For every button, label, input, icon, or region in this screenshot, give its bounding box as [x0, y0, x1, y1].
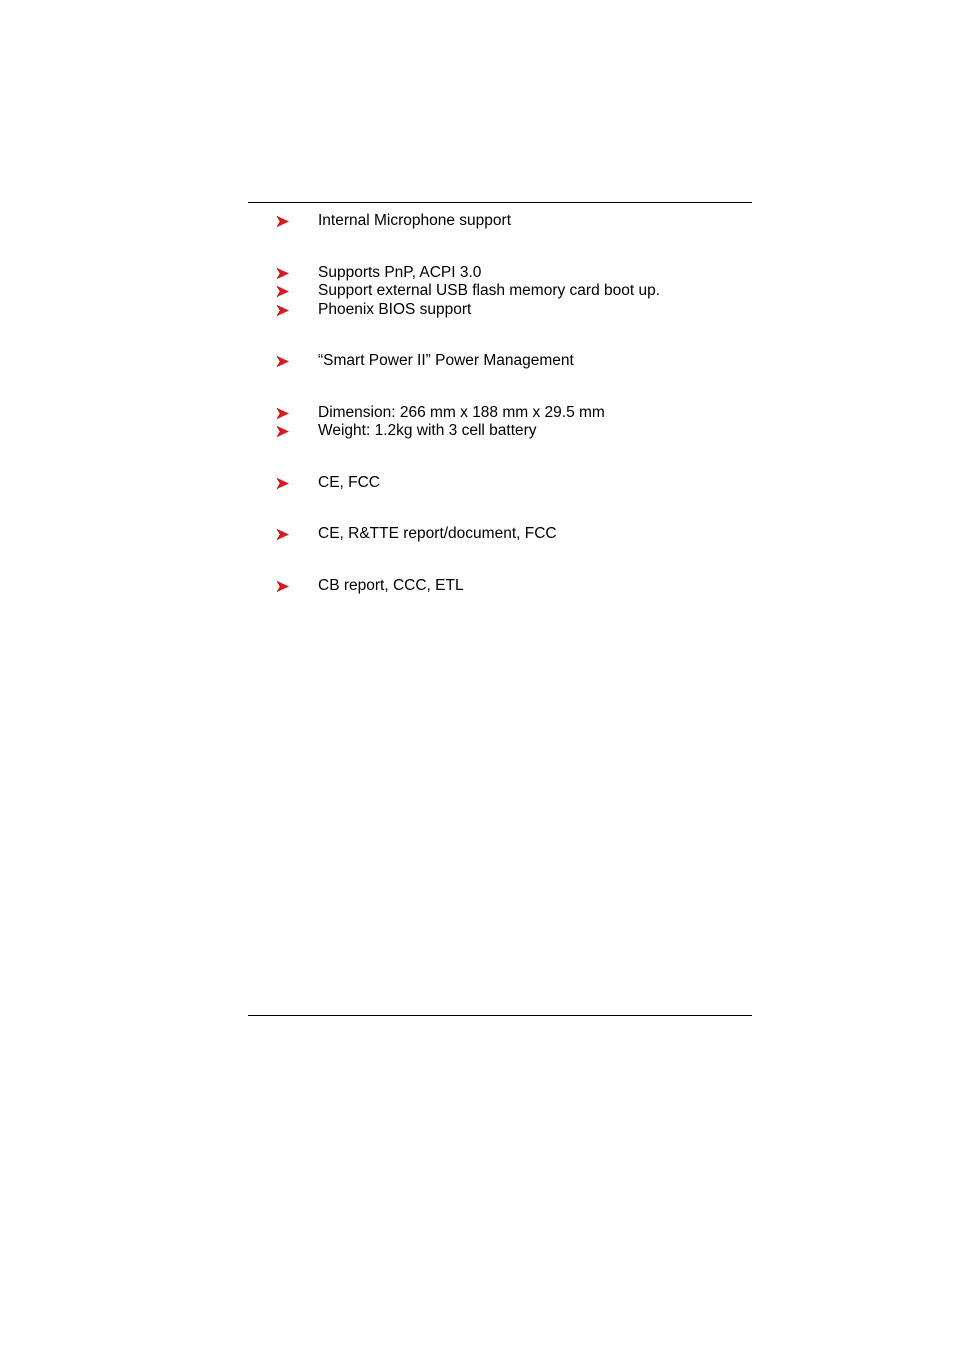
list-item [0, 352, 954, 371]
arrowhead-bullet-icon [277, 529, 289, 540]
arrowhead-bullet-icon [277, 268, 289, 279]
spec-group-power [0, 352, 954, 371]
spec-group-emc [0, 474, 954, 493]
arrowhead-bullet-icon [277, 478, 289, 489]
list-item [0, 212, 954, 231]
spec-group-bios [0, 264, 954, 320]
list-item [0, 264, 954, 283]
header-rule [248, 202, 752, 203]
list-item [0, 577, 954, 596]
arrowhead-bullet-icon [277, 426, 289, 437]
spec-content [0, 212, 954, 595]
list-item [0, 282, 954, 301]
spec-group-rf [0, 525, 954, 544]
footer-rule [248, 1015, 752, 1016]
arrowhead-bullet-icon [277, 286, 289, 297]
list-item-text: CE, FCC [318, 473, 380, 491]
arrowhead-bullet-icon [277, 305, 289, 316]
list-item [0, 301, 954, 320]
list-item-text: Dimension: 266 mm x 188 mm x 29.5 mm [318, 403, 605, 421]
spec-group-physical [0, 404, 954, 441]
list-item-text: CE, R&TTE report/document, FCC [318, 525, 557, 542]
list-item-text: Supports PnP, ACPI 3.0 [318, 263, 482, 281]
arrowhead-bullet-icon [277, 356, 289, 367]
list-item [0, 422, 954, 441]
list-item-text: Phoenix BIOS support [318, 300, 472, 318]
list-item [0, 404, 954, 423]
arrowhead-bullet-icon [277, 408, 289, 419]
arrowhead-bullet-icon [277, 581, 289, 592]
list-item-text: Weight: 1.2kg with 3 cell battery [318, 422, 537, 439]
list-item-text: Support external USB flash memory card boot up. [318, 282, 661, 299]
spec-group-safety [0, 577, 954, 596]
list-item-text: CB report, CCC, ETL [318, 576, 464, 594]
arrowhead-bullet-icon [277, 216, 289, 227]
list-item [0, 474, 954, 493]
list-item [0, 525, 954, 544]
spec-group-audio [0, 212, 954, 231]
list-item-text: “Smart Power II” Power Management [318, 352, 574, 369]
list-item-text: Internal Microphone support [318, 212, 512, 229]
